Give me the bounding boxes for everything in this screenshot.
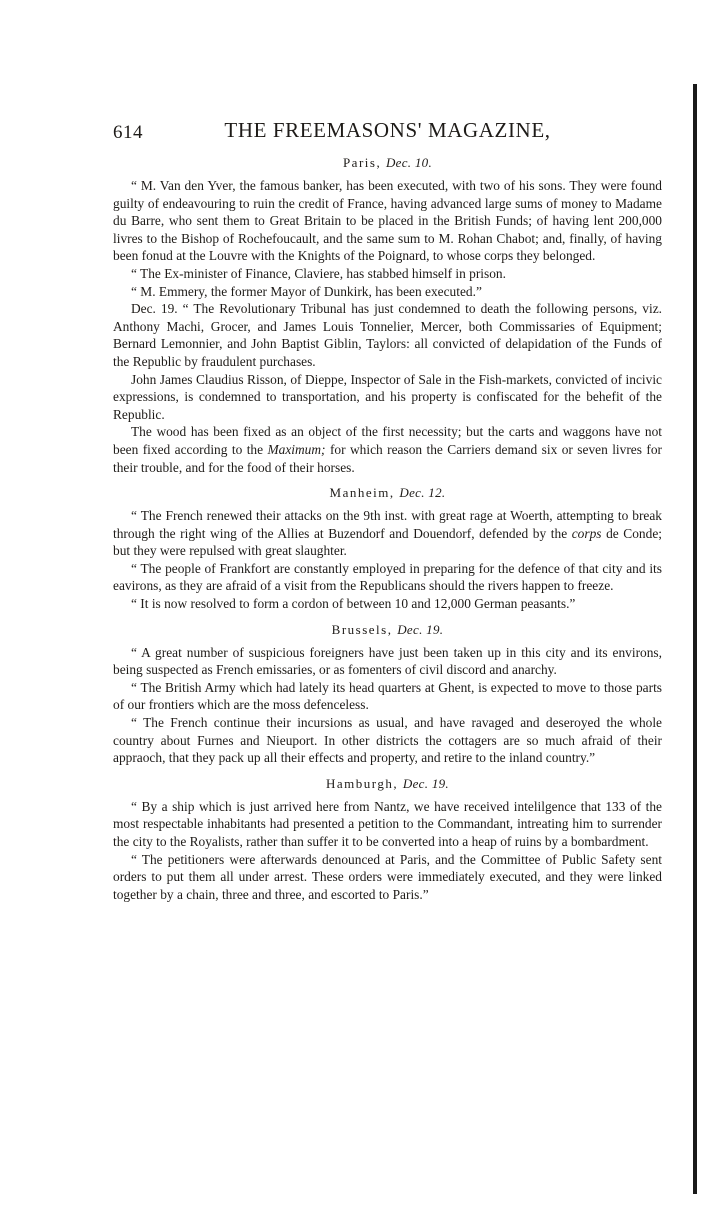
body-text	[113, 155, 662, 903]
paragraph: “ A great number of suspicious foreigners have just been taken up in this city and its environs, being suspected as French emissaries, or as fomenters of civil discord and anarchy.	[113, 644, 662, 678]
dateline-place: Brussels,	[331, 621, 398, 637]
paragraph: John James Claudius Risson, of Dieppe, Inspector of Sale in the Fish-markets, convicted of incivic expressions, is condemned to transportation, and his property is confiscated for the behefit of the Republic.	[113, 371, 662, 422]
running-head	[113, 118, 662, 146]
paragraph: “ The people of Frankfort are constantly employed in preparing for the defence of that city and its eavirons, as they are afraid of a visit from the Republicans should the rivers happen to freeze.	[113, 560, 662, 594]
page-edge-bar	[693, 84, 697, 1194]
italic-term: corps	[571, 525, 602, 541]
paragraph: “ The British Army which had lately its head quarters at Ghent, is expected to move to those parts of our frontiers which are the moss defenceless.	[113, 679, 662, 713]
dateline-place: Manheim,	[329, 485, 400, 501]
paragraph: “ The French renewed their attacks on the 9th inst. with great rage at Woerth, attempting to break through the right wing of the Allies at Buzendorf and Douendorf, defended by the corps de Conde; but they were repulsed with great slaughter.	[113, 508, 662, 559]
paragraph: “ The French continue their incursions as usual, and have ravaged and deseroyed the whole country about Furnes and Nieuport. In other districts the cottagers are so much afraid of their appraoch, that they pack up all their effects and property, and retire to the inland country.”	[113, 715, 662, 766]
paragraph: The wood has been fixed as an object of the first necessity; but the carts and waggons have not been fixed according to the Maximum; for which reason the Carriers demand six or seven livres for their trouble, and for the food of their horses.	[113, 424, 662, 475]
page-number: 614	[113, 122, 143, 143]
dateline	[113, 622, 662, 638]
dateline	[113, 155, 662, 171]
dateline-date: Dec. 19.	[402, 775, 449, 791]
page-content	[113, 118, 662, 903]
dateline-date: Dec. 10.	[385, 155, 433, 170]
paragraph: “ By a ship which is just arrived here from Nantz, we have received intelilgence that 133 of the most respectable inhabitants had presented a petition to the Commandant, intreating him to surrender the city to the Royalists, rather than suffer it to be converted into a heap of ruins by a bombardment.	[113, 798, 662, 849]
paragraph: “ It is now resolved to form a cordon of between 10 and 12,000 German peasants.”	[131, 596, 576, 612]
dateline	[113, 485, 662, 501]
paragraph: “ The petitioners were afterwards denounced at Paris, and the Committee of Public Safety sent orders to put them all under arrest. These orders were immediately executed, and they were linked together by a chain, three and three, and escorted to Paris.”	[113, 851, 662, 902]
italic-term: Maximum;	[267, 441, 326, 457]
dateline-place: Paris,	[342, 155, 386, 170]
running-title: THE FREEMASONS' MAGAZINE,	[224, 118, 551, 142]
paragraph: “ M. Van den Yver, the famous banker, has been executed, with two of his sons. They were found guilty of endeavouring to ruin the credit of France, having advanced large sums of money to Madame du Barre, who sent them to Great Britain to be placed in the British Funds; of having lent 200,000 livres to the Bishop of Rochefoucault, and the same sum to M. Rohan Chabot; and, finally, of having been fonud at the Louvre with the Knights of the Poignard, to whose corps they belonged.	[113, 178, 662, 264]
paragraph: “ The Ex-minister of Finance, Claviere, has stabbed himself in prison.	[131, 265, 506, 281]
dateline-date: Dec. 19.	[397, 621, 444, 637]
paragraph: Dec. 19. “ The Revolutionary Tribunal has just condemned to death the following persons, viz. Anthony Machi, Grocer, and James Louis Tonnelier, Mercer, both Commissaries of Equipment; Bernard Lemonnier, and John Baptist Giblin, Taylors: all convicted of delapidation of the Funds of the Republic by fraudulent purchases.	[113, 301, 662, 369]
paragraph: “ M. Emmery, the former Mayor of Dunkirk, has been executed.”	[131, 283, 482, 299]
dateline-date: Dec. 12.	[399, 485, 446, 501]
dateline	[113, 776, 662, 792]
dateline-place: Hamburgh,	[326, 775, 403, 791]
